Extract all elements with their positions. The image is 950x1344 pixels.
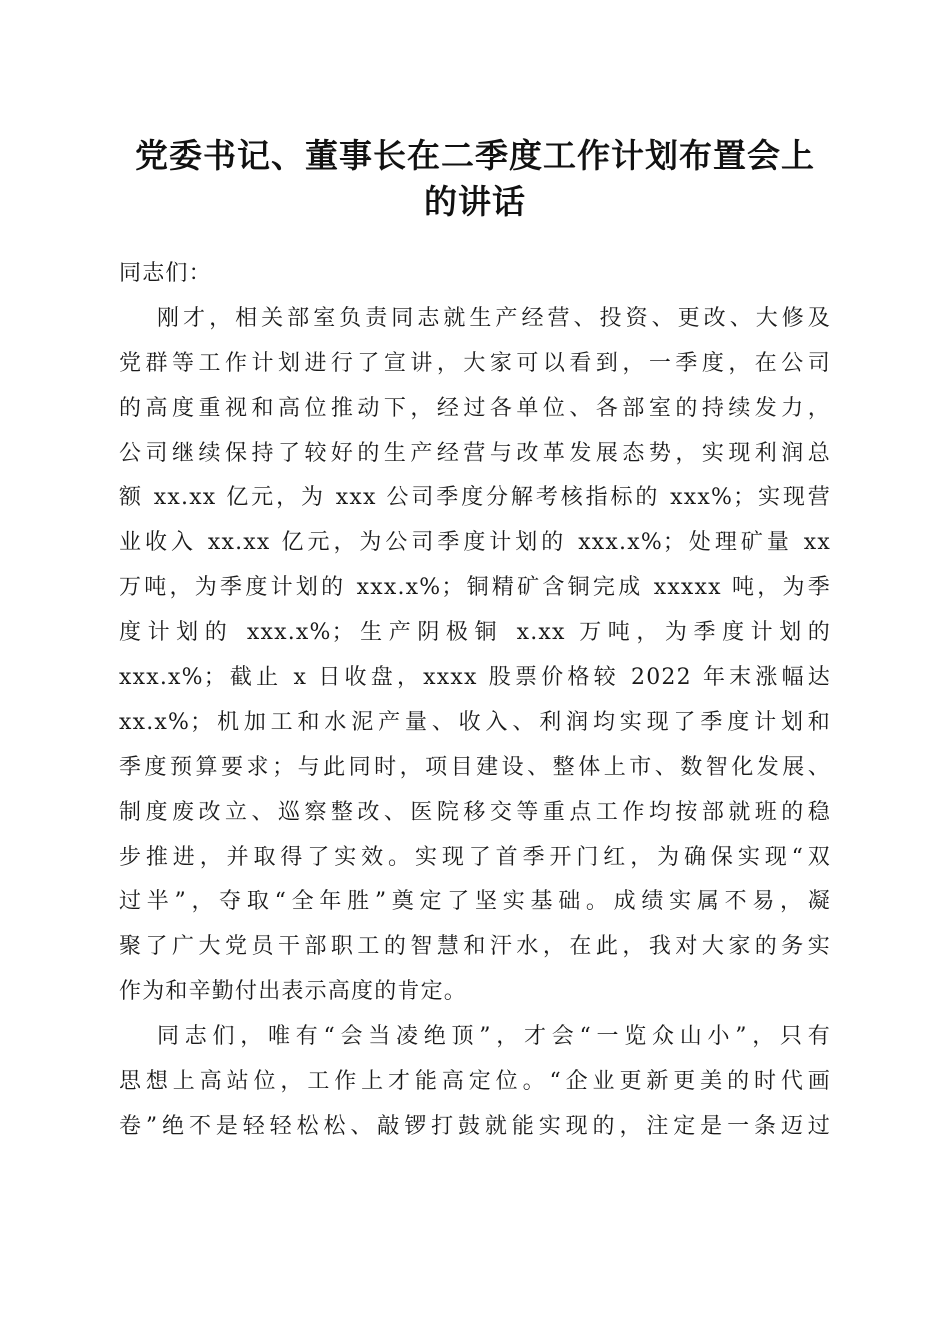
paragraph-line: 制度废改立、巡察整改、医院移交等重点工作均按部就班的稳	[119, 799, 831, 825]
document-title	[100, 133, 850, 225]
paragraph-line: 思想上高站位，工作上才能高定位。“企业更新更美的时代画	[119, 1069, 831, 1095]
paragraph-line: 的高度重视和高位推动下，经过各单位、各部室的持续发力，	[119, 395, 831, 421]
paragraph-line: 聚了广大党员干部职工的智慧和汗水，在此，我对大家的务实	[119, 934, 831, 960]
paragraph-line: 万吨，为季度计划的 xxx.x%；铜精矿含铜完成 xxxxx 吨，为季	[119, 575, 831, 601]
paragraph-line: 季度预算要求；与此同时，项目建设、整体上市、数智化发展、	[119, 754, 831, 780]
paragraph-line: 公司继续保持了较好的生产经营与改革发展态势，实现利润总	[119, 440, 831, 466]
paragraph-line: 额 xx.xx 亿元，为 xxx 公司季度分解考核指标的 xxx%；实现营	[119, 485, 831, 511]
paragraph-line: 度计划的 xxx.x%；生产阴极铜 x.xx 万吨，为季度计划的	[119, 620, 831, 646]
paragraph-line: 刚才，相关部室负责同志就生产经营、投资、更改、大修及	[157, 305, 831, 331]
paragraph-line: 卷”绝不是轻轻松松、敲锣打鼓就能实现的，注定是一条迈过	[119, 1113, 831, 1139]
paragraph-line: 党群等工作计划进行了宣讲，大家可以看到，一季度，在公司	[119, 350, 831, 376]
paragraph-2	[119, 1015, 831, 1150]
paragraph-line: xxx.x%；截止 x 日收盘，xxxx 股票价格较 2022 年末涨幅达	[119, 665, 831, 691]
document-body	[119, 252, 831, 1150]
paragraph-line: 作为和辛勤付出表示高度的肯定。	[119, 979, 468, 1005]
paragraph-line: 业收入 xx.xx 亿元，为公司季度计划的 xxx.x%；处理矿量 xx	[119, 530, 831, 556]
paragraph-line: 同志们，唯有“会当凌绝顶”，才会“一览众山小”，只有	[157, 1024, 831, 1050]
paragraph-line: 过半”，夺取“全年胜”奠定了坚实基础。成绩实属不易，凝	[119, 889, 831, 915]
paragraph-line: xx.x%；机加工和水泥产量、收入、利润均实现了季度计划和	[119, 709, 831, 735]
title-line-1: 党委书记、董事长在二季度工作计划布置会上	[135, 136, 815, 175]
salutation: 同志们：	[119, 261, 212, 286]
paragraph-1	[119, 297, 831, 1015]
paragraph-line: 步推进，并取得了实效。实现了首季开门红，为确保实现“双	[119, 844, 831, 870]
title-line-2: 的讲话	[424, 182, 526, 221]
